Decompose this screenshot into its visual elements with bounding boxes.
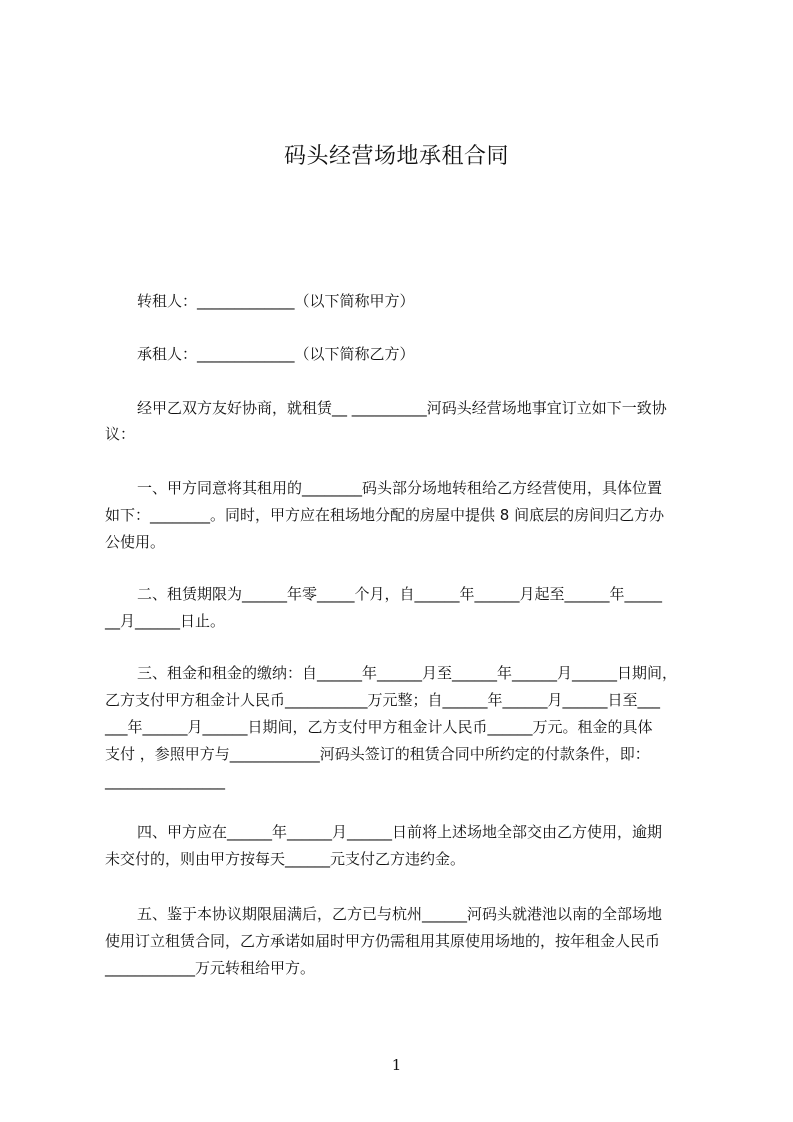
clause-line: 公使用。 [105,533,166,551]
clause-line: 二、租赁期限为______年零_____个月，自______年______月起至______年_____ [137,585,663,603]
clause-line: 四、甲方应在______年______月______日前将上述场地全部交由乙方使用，逾期 [137,823,663,841]
clause-line: ____________万元转租给甲方。 [105,959,316,977]
clause-line: 如下：________。同时，甲方应在租场地分配的房屋中提供 8 间底层的房间归乙方办 [105,506,665,524]
page-number: 1 [391,1056,402,1074]
clause-line: 支付 ，参照甲方与____________河码头签订的租赁合同中所约定的付款条件，即： [105,745,650,763]
clause-line: 三、租金和租金的缴纳：自______年______月至______年______月______日期间， [137,664,678,682]
clause-line: ________________ [105,772,225,790]
clause-line: 五、鉴于本协议期限届满后，乙方已与杭州______河码头就港池以南的全部场地 [137,905,663,923]
clause-line: ___年______月______日期间，乙方支付甲方租金计人民币______万元。租金的具体 [105,718,653,736]
clause-line: __月______日止。 [105,612,226,630]
clause-line: 使用订立租赁合同，乙方承诺如届时甲方仍需租用其原使用场地的，按年租金人民币 [105,932,661,950]
intro-line: 经甲乙双方友好协商，就租赁__ __________河码头经营场地事宜订立如下一致协 [137,399,667,417]
lessee-line: 承租人：_____________（以下简称乙方） [137,345,415,363]
clause-line: 一、甲方同意将其租用的________码头部分场地转租给乙方经营使用，具体位置 [137,479,663,497]
clause-line: 未交付的，则由甲方按每天______元支付乙方违约金。 [105,850,466,868]
lessor-line: 转租人：_____________（以下简称甲方） [137,292,415,310]
clause-line: 乙方支付甲方租金计人民币___________万元整；自______年______月______日至___ [105,691,661,709]
intro-line: 议： [105,425,136,443]
page-title: 码头经营场地承租合同 [283,144,509,169]
